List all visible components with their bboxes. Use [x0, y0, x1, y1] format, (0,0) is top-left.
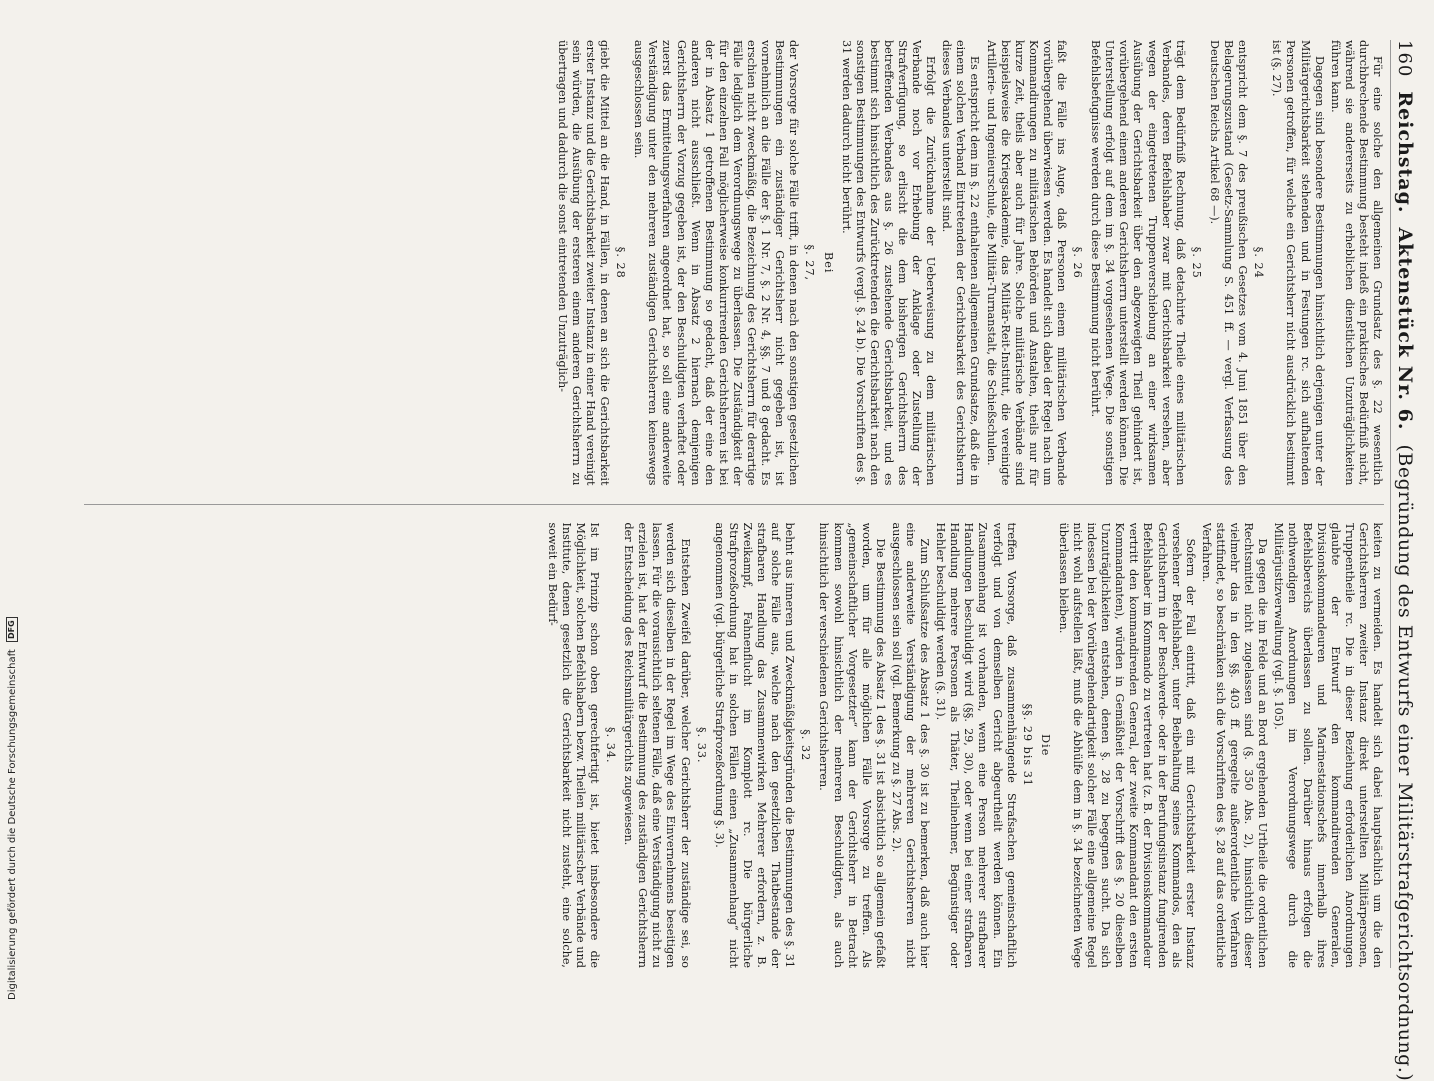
paragraph: keiten zu vermeiden. Es handelt sich dabei hauptsächlich um die den Gerichtsherren zweiter Instanz direkt unterstellten Militärpersonen, Truppentheile rc. Die in dieser Beziehung erforderlichen Anordnungen glaubte der Entwurf den kommandirenden Generalen, Divisionskommandeuren und Marinestationschefs innerhalb ihres Befehlsbereichs überlassen zu sollen. Darüber hinaus erfolgen die nothwendigen Anordnungen im Verordnungswege durch die Militärjustizverwaltung (vgl. §. 105). — [1272, 522, 1384, 968]
paragraph: Ist im Prinzip schon oben gerechtfertigt ist, bietet insbesondere die Möglichkeit, solchen Befehlshabern bezw. Theilen militärischer Verbände und Institute, denen gesetzlich die Gerichtsbarkeit nicht zusteht, eine solche, soweit ein Bedürf- — [545, 522, 602, 968]
section-heading: §. 26 — [1071, 246, 1085, 279]
paragraph: Sofern der Fall eintritt, daß ein mit Gerichtsbarkeit erster Instanz versehener Befehlshaber, unter Beibehaltung seines Kommandos, den als Gerichtsherrn in der Beschwerde- oder in der Berufungsinstanz fungirenden Befehlshaber im Kommando zu vertreten hat (z. B. der Divisionskommandeur vertritt den kommandirenden General, der zweite Kommandant den ersten Kommandanten), würden in Gemäßheit der Vorschrift des §. 20 dieselben Unzuträglichkeiten entstehen, denen §. 28 zu begegnen sucht. Da sich indessen bei der Vorübergehendartigkeit solcher Fälle eine allgemeine Regel nicht wohl aufstellen läßt, muß die Abhülfe dem in §. 34 bezeichneten Wege überlassen bleiben. — [1056, 522, 1197, 968]
left-column — [84, 40, 1384, 486]
paragraph: trägt dem Bedürfniß Rechnung, daß detachirte Theile eines militärischen Verbandes, deren Befehlshaber zwar mit Gerichtsbarkeit versehen, aber wegen der eingetretenen Truppenverschiebung an einer wirksamen Ausübung der Gerichtsbarkeit über den abgezweigten Theil gehindert ist, vorübergehend einem anderen Gerichtsherrn unterstellt werden können. Die Unterstellung erfolgt auf dem im §. 34 vorgesehenen Wege. Die sonstigen Befehlsbefugnisse werden durch diese Bestimmung nicht berührt. — [1089, 40, 1187, 486]
paragraph: faßt die Fälle ins Auge, daß Personen einem militärischen Verbande vorübergehend überwiesen werden. Es handelt sich dabei der Regel nach um Kommandirungen zu militärischen Behörden und Anstalten, theils nur für kurze Zeit, theils aber auch für Jahre. Solche militärische Verbände sind beispielsweise die Kriegsakademie, das Militär-Reit-Institut, die vereinigte Artillerie- und Ingenieurschule, die Militär-Turnanstalt, die Schießschulen. — [984, 40, 1069, 486]
header-document: Aktenstück Nr. 6. — [1394, 227, 1416, 431]
header-subtitle: (Begründung des Entwurfs einer Militärstrafgerichtsordnung.) — [1394, 444, 1416, 1081]
paragraph: Die Bestimmung des Absatz 1 des §. 31 ist absichtlich so allgemein gefaßt worden, um für alle möglichen Fälle Vorsorge zu treffen. Als „gemeinschaftlicher Vorgesetzter“ kann der Gerichtsherr in Betracht kommen sowohl hinsichtlich der mehreren Beschuldigten, als auch hinsichtlich der verschiedenen Gerichtsherren. — [817, 522, 887, 968]
paragraph: giebt die Mittel an die Hand, in Fällen, in denen an sich die Gerichtsbarkeit erster Instanz und die Gerichtsbarkeit zweiter Instanz in einer Hand vereinigt sein würden, die Ausübung der ersteren einem anderen Gerichtsherrn zu übertragen und dadurch die sonst eintretenden Unzuträglich- — [555, 40, 612, 486]
paragraph: Entstehen Zweifel darüber, welcher Gerichtsherr der zuständige sei, so werden sich dieselben in der Regel im Wege des Einvernehmens beseitigen lassen. Für die vorausichtlich seltenen Fälle, daß eine Verständigung nicht zu erzielen ist, hat der Entwurf die Bestimmung des zuständigen Gerichtsherrn der Entscheidung des Reichsmilitärgerichts zugewiesen. — [622, 522, 692, 968]
paragraph: Es entspricht dem im §. 22 enthaltenen allgemeinen Grundsatze, daß die in einem solchen Verband Eintretenden der Gerichtsbarkeit des Gerichtsherrn dieses Verbandes unterstellt sind. — [940, 40, 982, 486]
section-heading: §. 24 — [1252, 246, 1266, 279]
paragraph: Zum Schlußsatze des Absatz 1 des §. 30 ist zu bemerken, daß auch hier eine anderweite Verständigung der mehreren Gerichtsherren nicht ausgeschlossen sein soll (vgl. Bemerkung zu §. 27 Abs. 2). — [889, 522, 932, 968]
paragraph-lead: Bei — [821, 252, 835, 274]
section-heading: §. 25 — [1189, 246, 1203, 279]
credit-text: Digitalisierung gefördert durch die Deutsche Forschungsgemeinschaft — [7, 649, 18, 1000]
section-heading: §. 27, — [803, 244, 817, 281]
section-heading: §. 33. — [694, 727, 708, 764]
right-column — [84, 523, 1384, 969]
paragraph: entspricht dem §. 7 des preußischen Gesetzes vom 4. Juni 1851 über den Belagerungszustand (Gesetz-Sammlung S. 451 ff. — vergl. Verfassung des Deutschen Reichs Artikel 68 —). — [1207, 40, 1250, 486]
paragraph: der Vorsorge für solche Fälle trifft, in denen nach den sonstigen gesetzlichen Bestimmungen ein zuständiger Gerichtsherr nicht gegeben ist, ist vornehmlich an die Fälle der §. 1 Nr. 7, §. 2 Nr. 4, §§. 7 und 8 gedacht. Es erschien nicht zweckmäßig, die Bezeichnung des Gerichtsherrn für derartige Fälle lediglich dem Verordnungswege zu überlassen. Die Zuständigkeit der für den einzelnen Fall möglicherweise konkurrirenden Gerichtsherren ist bei der in Absatz 1 getroffenen Bestimmung so gedacht, daß der eine den anderen nicht ausschließt. Wenn in Absatz 2 hiernach demjenigen Gerichtsherrn der Vorzug gegeben ist, der den Beschuldigten verhaftet oder zuerst das Ermittelungsverfahren angeordnet hat, so soll eine anderweite Verständigung unter den mehreren zuständigen Gerichtsherren keineswegs ausgeschlossen sein. — [632, 40, 801, 486]
section-heading: §. 28 — [614, 246, 628, 279]
text-columns — [84, 40, 1384, 968]
dfg-logo: DFG — [6, 617, 18, 642]
section-heading: §. 34. — [604, 727, 618, 764]
paragraph: Da gegen die im Felde und an Bord ergehenden Urtheile die ordentlichen Rechtsmittel nicht zugelassen sind (§. 350 Abs. 2), hinsichtlich dieser vielmehr das in den §§. 403 ff. geregelte außerordentliche Verfahren stattfindet, so beschränken sich die Vorschriften des §. 28 auf das ordentliche Verfahren. — [1199, 522, 1270, 968]
section-heading: §. 32 — [799, 729, 813, 762]
page-header — [1390, 40, 1416, 1081]
section-heading: §§. 29 bis 31 — [1020, 703, 1034, 787]
paragraph: Dagegen sind besondere Bestimmungen hinsichtlich derjenigen unter der Militärgerichtsbarkeit stehenden und in Festungen rc. sich aufhaltenden Personen getroffen, für welche ein Gerichtsherr nicht ausdrücklich bestimmt ist (§. 27). — [1270, 40, 1326, 486]
paragraph: behnt aus inneren und Zweckmäßigkeitsgründen die Bestimmungen des §. 31 auf solche Fälle aus, welche nach den gesetzlichen Thatbestande der strafbaren Handlung das Zusammenwirken Mehrerer erfordern, z. B. Zweikampf, Fahnenflucht im Komplott rc. Die bürgerliche Strafprozeßordnung hat in solchen Fällen einen „Zusammenhang“ nicht angenommen (vgl. bürgerliche Strafprozeßordnung §. 3). — [712, 522, 797, 968]
header-section: Reichstag. — [1394, 91, 1416, 214]
column-divider — [84, 504, 1384, 505]
paragraph: Erfolgt die Zurücknahme der Ueberweisung zu dem militärischen Verbande noch vor Erhebung der Anklage oder Zustellung der Strafverfügung, so erlischt die dem bisherigen Gerichtsherrn des betreffenden Verbandes aus §. 26 zustehende Gerichtsbarkeit, und es bestimmt sich hinsichtlich des Zurücktretenden die Gerichtsbarkeit nach den sonstigen Bestimmungen des Entwurfs (vergl. §. 24 b). Die Vorschriften des §. 31 werden dadurch nicht berührt. — [839, 40, 938, 486]
page-number: 160 — [1394, 40, 1415, 78]
paragraph: Für eine solche den allgemeinen Grundsatz des §. 22 wesentlich durchbrechende Bestimmung besteht indeß ein praktisches Bedürfniß nicht, während sie andererseits zu erheblichen dienstlichen Unzuträglichkeiten führen kann. — [1328, 40, 1384, 486]
paragraph: treffen Vorsorge, daß zusammenhängende Strafsachen gemeinschaftlich verfolgt und von demselben Gericht abgeurtheilt werden können. Ein Zusammenhang ist vorhanden, wenn eine Person mehrerer strafbarer Handlungen beschuldigt wird (§§. 29, 30), oder wenn bei einer strafbaren Handlung mehrere Personen als Thäter, Theilnehmer, Begünstiger oder Hehler beschuldigt werden (§. 31). — [934, 522, 1018, 968]
paragraph-lead: Die — [1038, 734, 1052, 757]
